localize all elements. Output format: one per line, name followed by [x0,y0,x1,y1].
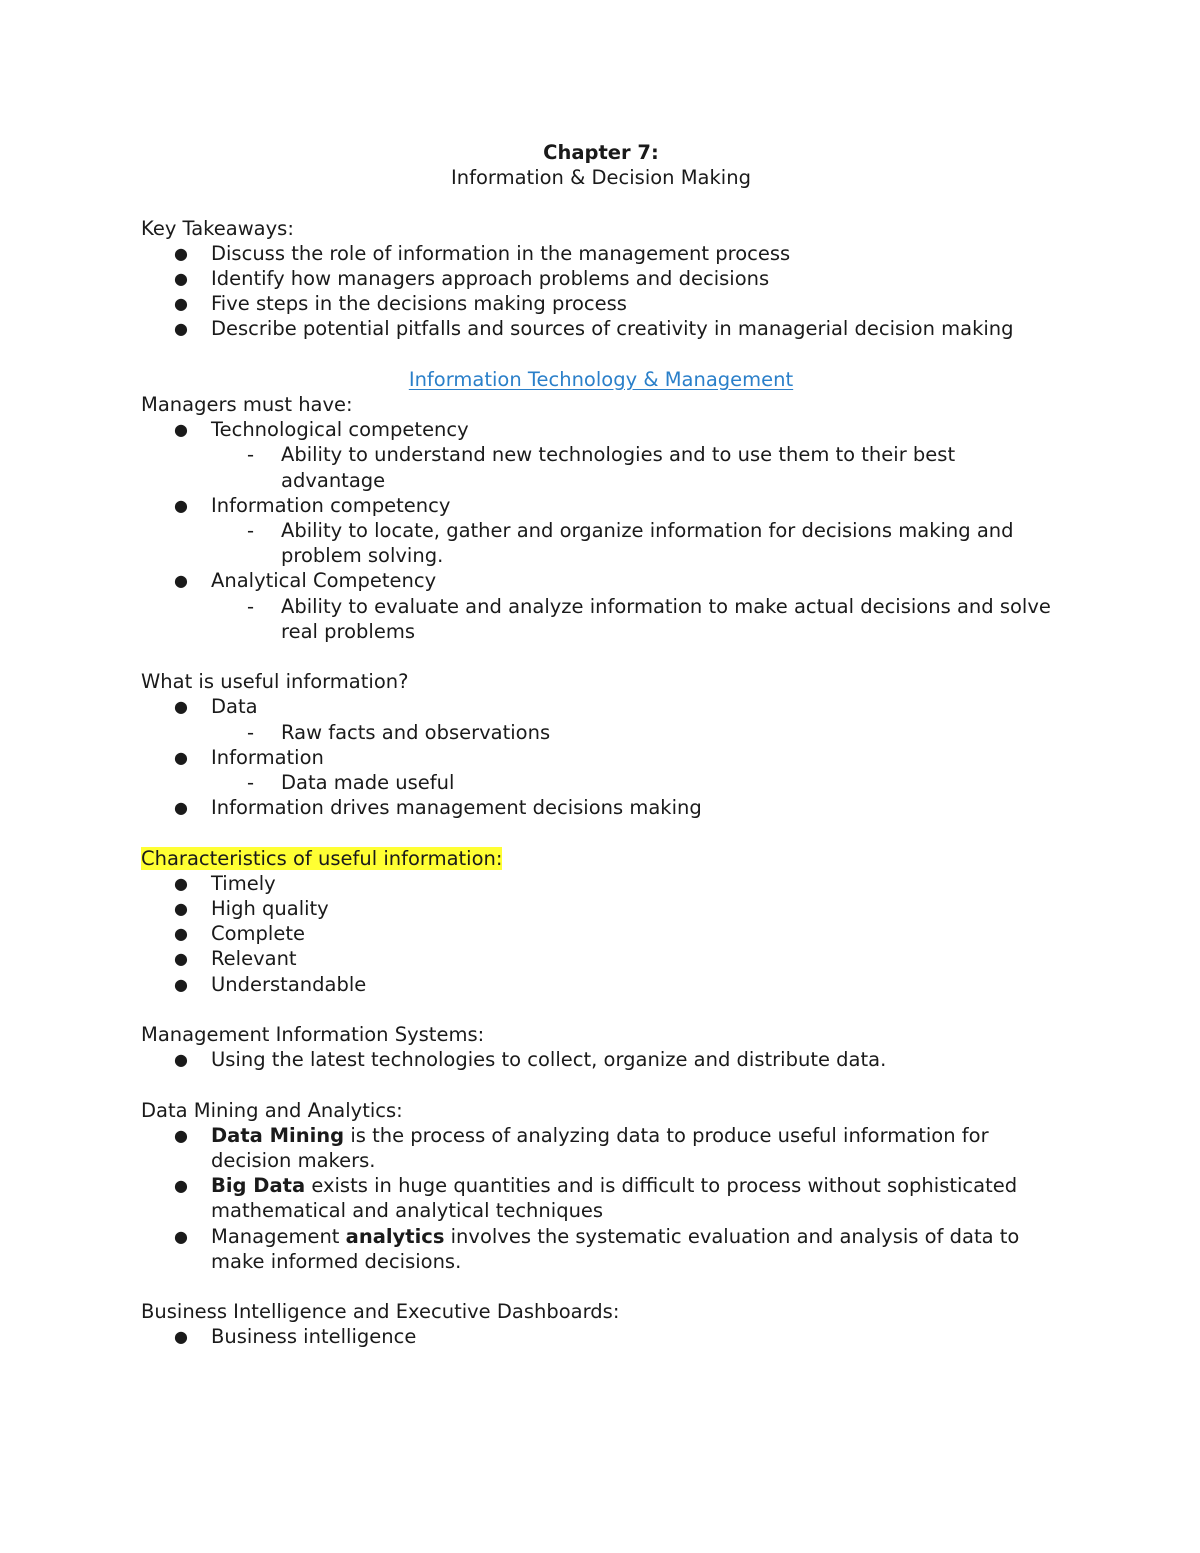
chapter-subtitle: Information & Decision Making [451,166,751,190]
dash-icon: - [247,594,255,618]
list-item: ● Using the latest technologies to collect, organize and distribute data. [174,1048,887,1072]
list-item: ● Technological competency - Ability to understand new technologies and to use them to their best advantage [141,417,1061,493]
list-item: ● High quality [174,897,329,921]
document-page [141,140,1061,1350]
mining-heading: Data Mining and Analytics: [141,1098,403,1122]
list-item: ● Information competency - Ability to locate, gather and organize information for decisions making and problem solving. [141,493,1061,569]
bullet-icon: ● [174,747,188,767]
term-big-data: Big Data [211,1174,306,1198]
bi-list [141,1324,1061,1349]
list-item: ● Information - Data made useful [141,745,1061,795]
useful-heading: What is useful information? [141,670,409,694]
list-item: ● Analytical Competency - Ability to evaluate and analyze information to make actual decisions and solve real problems [141,568,1061,644]
term-data-mining: Data Mining [211,1123,345,1147]
dash-icon: - [247,519,255,543]
bullet-icon: ● [174,873,188,893]
bullet-icon: ● [174,269,188,288]
list-item: ● Data - Raw facts and observations [141,694,1061,744]
mis-heading: Management Information Systems: [141,1023,485,1047]
bullet-icon: ● [174,949,188,969]
sub-list-item: - Ability to locate, gather and organize information for decisions making and problem solving. [247,519,1014,568]
bullet-icon: ● [174,1226,188,1246]
section-link-it-management[interactable]: Information Technology & Management [408,367,794,391]
managers-heading: Managers must have: [141,393,353,416]
bullet-icon: ● [174,319,188,339]
characteristics-list [141,871,1061,997]
dash-icon: - [247,443,255,467]
list-item: ● Complete [174,922,305,946]
list-item: ● Timely [174,871,276,895]
term-analytics: analytics [345,1224,445,1248]
bullet-icon: ● [174,798,188,818]
bullet-icon: ● [174,924,188,944]
list-item: ● Five steps in the decisions making process [174,292,627,316]
bullet-icon: ● [174,1327,188,1347]
bullet-icon: ● [174,899,188,919]
list-item: ● Relevant [174,947,297,971]
sub-list-item: - Data made useful [247,771,455,795]
bullet-icon: ● [174,495,188,515]
sub-list-item: - Ability to understand new technologies and to use them to their best advantage [247,443,956,492]
list-item: ● Discuss the role of information in the management process [174,241,791,265]
bullet-icon: ● [174,1125,188,1145]
bullet-icon: ● [174,571,188,591]
list-item: ● Management analytics involves the systematic evaluation and analysis of data to make informed decisions. [174,1224,1020,1273]
list-item: ● Identify how managers approach problems and decisions [174,267,770,290]
sub-list-item: - Ability to evaluate and analyze information to make actual decisions and solve real problems [247,594,1051,643]
useful-list [141,694,1061,820]
bullet-icon: ● [174,697,188,717]
bullet-icon: ● [174,974,188,994]
sub-list-item: - Raw facts and observations [247,720,551,744]
dash-icon: - [247,720,255,744]
bullet-icon: ● [174,1176,188,1196]
list-item: ● Understandable [174,972,367,996]
characteristics-heading: Characteristics of useful information: [141,846,503,870]
bullet-icon: ● [174,420,188,440]
chapter-title: Chapter 7: [543,141,659,164]
mining-list [141,1123,1061,1274]
takeaways-heading: Key Takeaways: [141,216,294,240]
takeaways-list [141,241,1061,342]
dash-icon: - [247,771,255,795]
list-item: ● Big Data exists in huge quantities and is difficult to process without sophisticated mathematical and analytical techniques [174,1174,1018,1223]
mis-list [141,1047,1061,1072]
bi-heading: Business Intelligence and Executive Dashboards: [141,1300,620,1324]
bullet-icon: ● [174,294,188,314]
list-item: ● Describe potential pitfalls and sources of creativity in managerial decision making [174,317,1014,341]
list-item: ● Data Mining is the process of analyzing data to produce useful information for decision makers. [174,1123,989,1173]
competency-list [141,417,1061,644]
list-item: ● Business intelligence [174,1325,417,1349]
bullet-icon: ● [174,243,188,263]
list-item: ● Information drives management decisions making [174,796,702,820]
bullet-icon: ● [174,1050,188,1070]
